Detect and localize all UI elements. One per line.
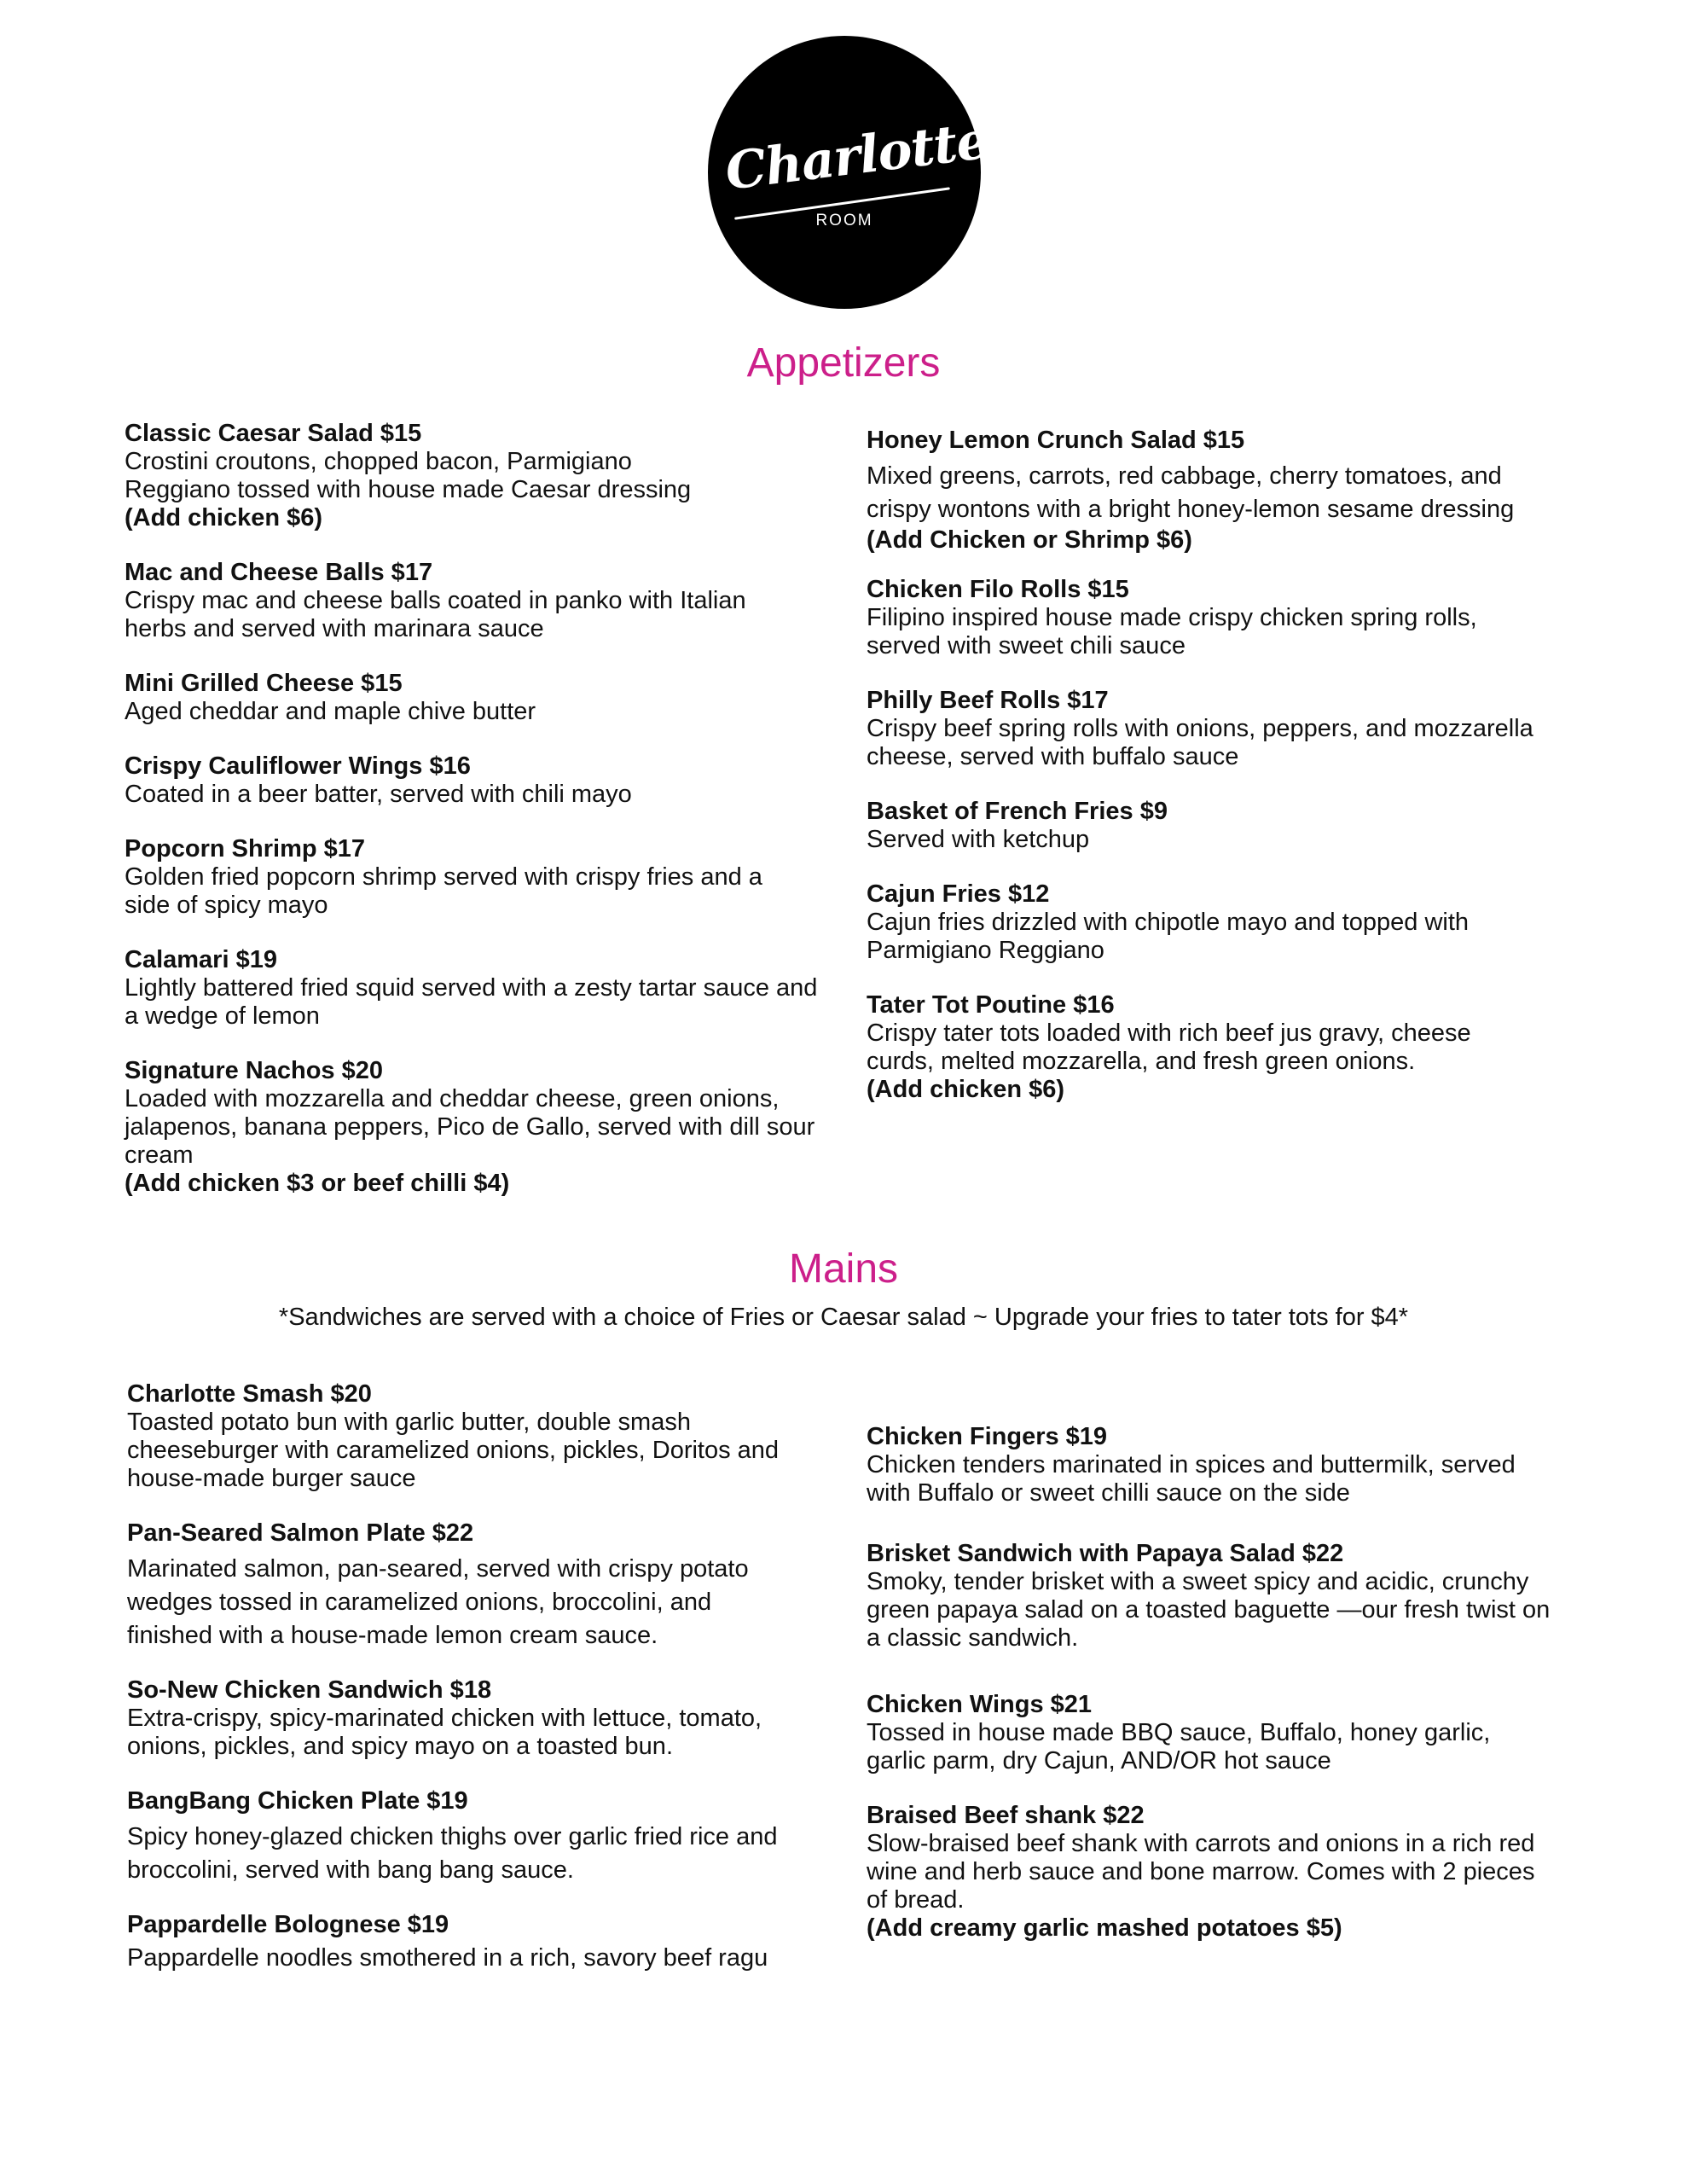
menu-item	[867, 576, 1566, 660]
item-description: Golden fried popcorn shrimp served with crispy fries and a side of spicy mayo	[125, 863, 762, 919]
item-description: Chicken tenders marinated in spices and buttermilk, served with Buffalo or sweet chilli sauce on the side	[867, 1451, 1516, 1507]
item-name: Honey Lemon Crunch Salad $15	[867, 427, 1245, 454]
mains-heading: Mains	[788, 1246, 899, 1292]
item-description: Smoky, tender brisket with a sweet spicy and acidic, crunchy green papaya salad on a toasted baguette —our fresh twist on a classic sandwich.	[867, 1568, 1551, 1652]
menu-item	[867, 1691, 1566, 1775]
item-description: Crostini croutons, chopped bacon, Parmigiano Reggiano tossed with house made Caesar dressing	[125, 448, 692, 503]
item-name: So-New Chicken Sandwich $18	[127, 1676, 492, 1704]
item-description: Coated in a beer batter, served with chili mayo	[125, 781, 632, 808]
menu-item	[867, 798, 1566, 854]
item-description: Tossed in house made BBQ sauce, Buffalo, honey garlic, garlic parm, dry Cajun, AND/OR hot sauce	[867, 1719, 1491, 1774]
menu-item	[867, 991, 1566, 1104]
logo-script-name: Charlotte's	[722, 105, 1035, 202]
menu-item	[125, 1057, 824, 1198]
item-description: Crispy beef spring rolls with onions, peppers, and mozzarella cheese, served with buffalo sauce	[867, 715, 1533, 770]
item-name: Tater Tot Poutine $16	[867, 991, 1115, 1019]
item-description: Filipino inspired house made crispy chicken spring rolls, served with sweet chili sauce	[867, 604, 1477, 659]
menu-item	[867, 687, 1566, 771]
item-name: Calamari $19	[125, 946, 277, 973]
item-name: Mini Grilled Cheese $15	[125, 670, 403, 697]
item-description: Spicy honey-glazed chicken thighs over garlic fried rice and broccolini, served with bang bang sauce.	[127, 1823, 778, 1884]
item-description: Toasted potato bun with garlic butter, double smash cheeseburger with caramelized onions, pickles, Doritos and house-made burger sauce	[127, 1409, 780, 1492]
item-name: Charlotte Smash $20	[127, 1380, 372, 1408]
menu-item	[127, 1787, 826, 1887]
menu-item	[125, 670, 824, 726]
item-addon: (Add Chicken or Shrimp $6)	[867, 526, 1192, 554]
menu-item	[127, 1676, 826, 1761]
item-name: Chicken Wings $21	[867, 1691, 1093, 1718]
menu-item	[127, 1911, 826, 1972]
item-name: Popcorn Shrimp $17	[125, 835, 366, 863]
item-description: Crispy mac and cheese balls coated in panko with Italian herbs and served with marinara sauce	[125, 587, 746, 642]
item-name: Brisket Sandwich with Papaya Salad $22	[867, 1540, 1344, 1567]
item-name: Cajun Fries $12	[867, 880, 1050, 908]
item-description: Slow-braised beef shank with carrots and onions in a rich red wine and herb sauce and bone marrow. Comes with 2 pieces of bread.	[867, 1830, 1535, 1914]
item-addon: (Add chicken $6)	[867, 1076, 1065, 1103]
item-name: Basket of French Fries $9	[867, 798, 1168, 825]
menu-item	[867, 1540, 1566, 1653]
item-description: Loaded with mozzarella and cheddar cheese, green onions, jalapenos, banana peppers, Pico de Gallo, served with dill sour cream	[125, 1085, 815, 1169]
item-name: Signature Nachos $20	[125, 1057, 383, 1084]
item-addon: (Add chicken $6)	[125, 504, 323, 531]
mains-note: *Sandwiches are served with a choice of Fries or Caesar salad ~ Upgrade your fries to tater tots for $4*	[278, 1304, 1409, 1331]
item-description: Lightly battered fried squid served with a zesty tartar sauce and a wedge of lemon	[125, 974, 818, 1030]
item-addon: (Add creamy garlic mashed potatoes $5)	[867, 1914, 1342, 1942]
item-name: Braised Beef shank $22	[867, 1802, 1145, 1829]
item-name: Pappardelle Bolognese $19	[127, 1911, 449, 1938]
menu-item	[125, 559, 824, 643]
item-name: Classic Caesar Salad $15	[125, 420, 422, 447]
menu-item	[125, 946, 824, 1031]
item-addon: (Add chicken $3 or beef chilli $4)	[125, 1170, 510, 1197]
menu-item	[125, 835, 824, 920]
item-name: BangBang Chicken Plate $19	[127, 1787, 468, 1815]
item-name: Pan-Seared Salmon Plate $22	[127, 1519, 474, 1547]
appetizers-heading: Appetizers	[746, 340, 941, 386]
item-description: Cajun fries drizzled with chipotle mayo and topped with Parmigiano Reggiano	[867, 909, 1470, 964]
menu-item	[867, 427, 1566, 555]
menu-item	[867, 1802, 1566, 1943]
item-name: Crispy Cauliflower Wings $16	[125, 752, 471, 780]
item-description: Marinated salmon, pan-seared, served with crispy potato wedges tossed in caramelized onions, broccolini, and finished with a house-made lemon cream sauce.	[127, 1555, 749, 1649]
menu-item	[127, 1519, 826, 1653]
item-description: Served with ketchup	[867, 826, 1090, 853]
menu-item	[127, 1380, 826, 1493]
menu-item	[867, 880, 1566, 965]
menu-item	[125, 420, 824, 532]
restaurant-logo	[708, 36, 1035, 309]
item-description: Pappardelle noodles smothered in a rich, savory beef ragu	[127, 1944, 768, 1972]
item-description: Mixed greens, carrots, red cabbage, cherry tomatoes, and crispy wontons with a bright honey-lemon sesame dressing	[867, 462, 1515, 523]
item-name: Mac and Cheese Balls $17	[125, 559, 433, 586]
item-name: Chicken Filo Rolls $15	[867, 576, 1129, 603]
item-name: Chicken Fingers $19	[867, 1423, 1108, 1450]
item-description: Aged cheddar and maple chive butter	[125, 698, 536, 725]
item-name: Philly Beef Rolls $17	[867, 687, 1109, 714]
menu-item	[125, 752, 824, 809]
item-description: Crispy tater tots loaded with rich beef jus gravy, cheese curds, melted mozzarella, and fresh green onions.	[867, 1019, 1471, 1075]
menu-item	[867, 1423, 1566, 1507]
logo-subtitle: ROOM	[815, 212, 873, 229]
item-description: Extra-crispy, spicy-marinated chicken with lettuce, tomato, onions, pickles, and spicy mayo on a toasted bun.	[127, 1705, 762, 1760]
